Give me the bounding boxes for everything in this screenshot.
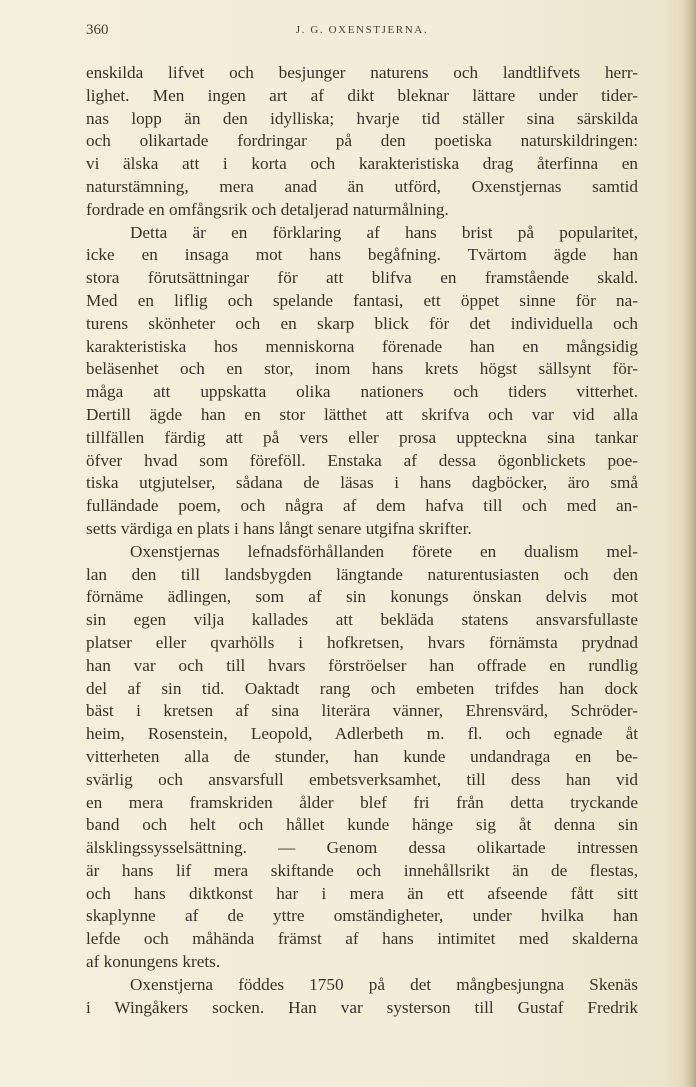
running-head [86,22,638,42]
text-line: Oxenstjernas lefnadsförhållanden förete en dualism mel- [130,541,638,561]
text-line: band och helt och hållet kunde hänge sig åt denna sin [86,815,638,835]
running-title: J. G. OXENSTJERNA. [295,24,429,36]
text-line: fulländade poem, och några af dem hafva till och med an- [86,496,638,516]
text-line: fordrade en omfångsrik och detaljerad naturmålning. [86,199,449,219]
text-line: sin egen vilja kallades att bekläda statens ansvarsfullaste [86,610,638,630]
text-line: setts värdiga en plats i hans långt senare utgifna skrifter. [86,518,472,538]
text-line: svärlig och ansvarsfull embetsverksamhet, till dess han vid [86,769,638,789]
text-line: han var och till hvars förströelser han offrade en rundlig [86,655,638,675]
text-line: nas lopp än den idylliska; hvarje tid ställer sina särskilda [86,108,638,128]
text-line: lan den till landsbygden längtande naturentusiasten och den [86,564,638,584]
text-line: heim, Rosenstein, Leopold, Adlerbeth m. fl. och egnade åt [86,724,638,744]
text-line: Oxenstjerna föddes 1750 på det mångbesjungna Skenäs [130,974,638,994]
text-line: turens skönheter och en skarp blick för det individuella och [86,313,638,333]
text-line: af konungens krets. [86,952,221,972]
text-line: lefde och måhända främst af hans intimitet med skalderna [86,929,638,949]
text-line: öfver hvad som föreföll. Enstaka af dessa ögonblickets poe- [86,450,638,470]
text-line: naturstämning, mera anad än utförd, Oxenstjernas samtid [86,176,638,196]
text-line: beläsenhet och en stor, inom hans krets högst sällsynt för- [86,359,638,379]
text-line: del af sin tid. Oaktadt rang och embeten trifdes han dock [86,678,638,698]
text-line: i Wingåkers socken. Han var systerson till Gustaf Fredrik [86,997,638,1017]
page-number: 360 [86,22,109,38]
text-line: karakteristiska hos menniskorna förenade han en mångsidig [86,336,638,356]
text-line: måga att uppskatta olika nationers och tiders vitterhet. [86,382,638,402]
text-line: och hans diktkonst har i mera än ett afseende fått sitt [86,883,638,903]
text-line: vi älska att i korta och karakteristiska drag återfinna en [86,154,638,174]
text-line: Dertill ägde han en stor lätthet att skrifva och var vid alla [86,404,638,424]
text-line: är hans lif mera skiftande och innehållsrikt än de flestas, [86,860,638,880]
text-line: bäst i kretsen af sina literära vänner, Ehrensvärd, Schröder- [86,701,638,721]
text-line: enskilda lifvet och besjunger naturens och landtlifvets herr- [86,63,638,82]
text-line: tiska utgjutelser, sådana de läsas i hans dagböcker, äro små [86,473,638,493]
text-line: Detta är en förklaring af hans brist på popularitet, [130,222,638,242]
text-line: icke en insaga mot hans begåfning. Tvärtom ägde han [86,245,638,265]
text-line: vitterheten alla de stunder, han kunde undandraga en be- [86,746,638,766]
text-line: tillfällen färdig att på vers eller prosa uppteckna sina tankar [86,427,638,447]
text-line: Med en liflig och spelande fantasi, ett öppet sinne för na- [86,290,638,310]
page-edge-shadow [682,0,696,1087]
text-line: lighet. Men ingen art af dikt bleknar lättare under tider- [86,85,638,105]
text-line: en mera framskriden ålder blef fri från detta tryckande [86,792,638,812]
body-text [86,62,638,1019]
text-line: skaplynne af de yttre omständigheter, under hvilka han [86,906,638,926]
text-line: älsklingssysselsättning. — Genom dessa olikartade intressen [86,838,638,858]
text-line: stora förutsättningar för att blifva en framstående skald. [86,268,638,288]
text-line: platser eller qvarhölls i hofkretsen, hvars förnämsta prydnad [86,632,638,652]
text-line: och olikartade fordringar på den poetiska naturskildringen: [86,131,638,151]
text-line: förnäme ädlingen, som af sin konungs önskan delvis mot [86,587,638,607]
